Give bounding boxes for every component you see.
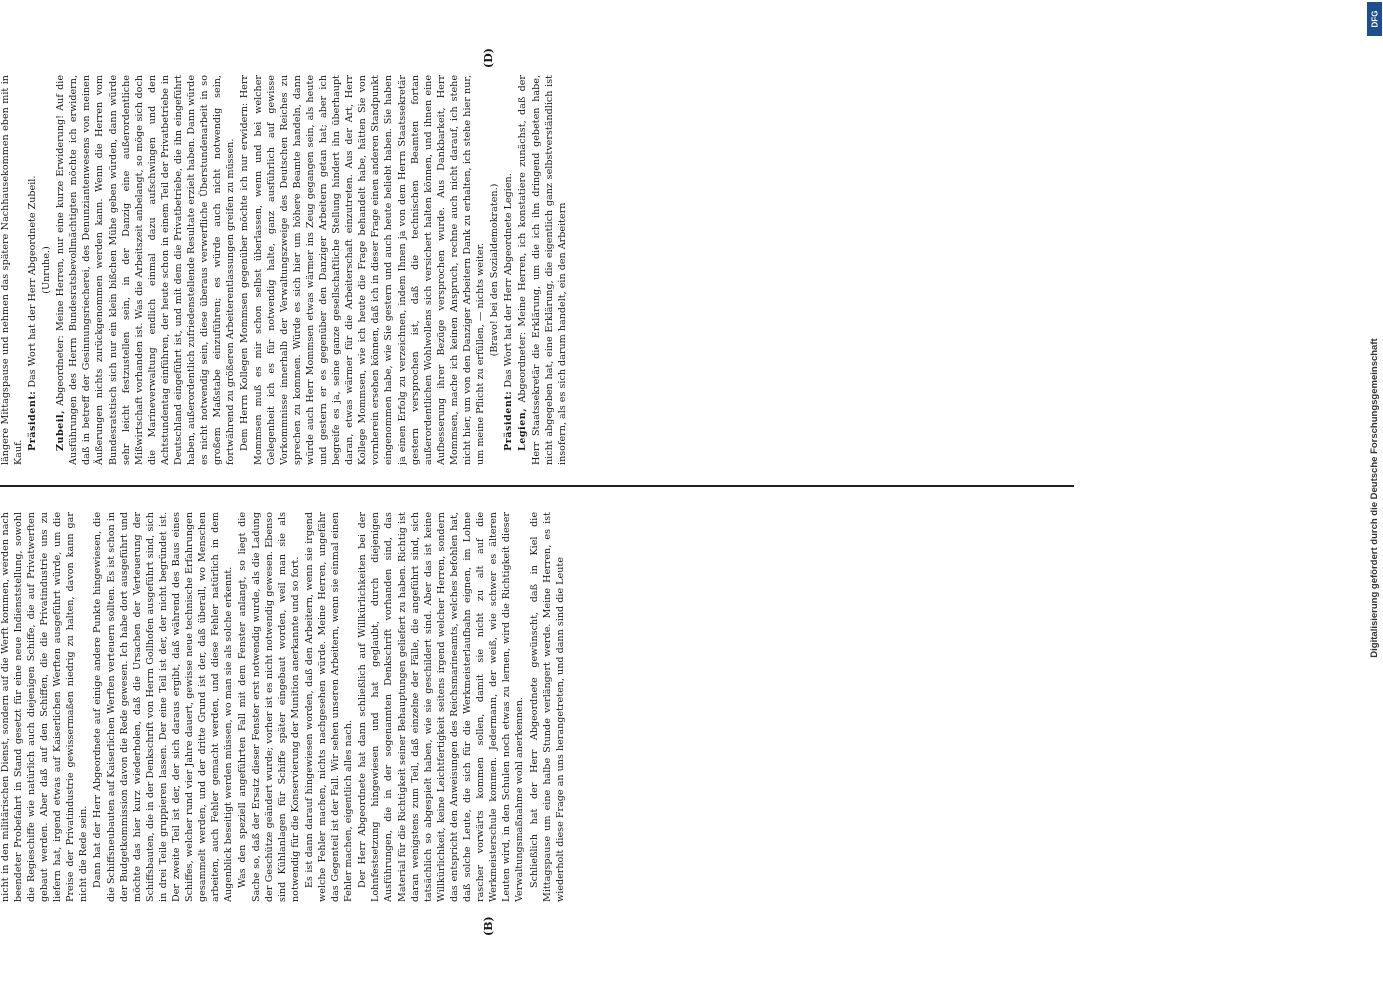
speech-paragraph — [54, 75, 237, 465]
paragraph: nicht in den militärischen Dienst, sondern auf die Werft kommen, werden nach beendeter Probefahrt in Stand gesetzt für eine neue Indienststellung, sowohl die Regieschiffe wie natürlich auch diejenigen Schiffe, die auf Privatwerften gebaut werden. Aber daß auf den Schiffen, die die Privatindustrie uns zu liefern hat, irgend etwas auf Kaiserlichen Werften ausgeführt würde, um die Preise der Privatindustrie gewissermaßen niedrig zu halten, davon kann gar nicht die Rede sein. — [0, 512, 90, 902]
speech-paragraph — [502, 75, 515, 465]
stage-direction: (Bravo! bei den Sozialdemokraten.) — [489, 183, 501, 357]
paragraph: Der Herr Abgeordnete hat dann schließlich auf Willkürlichkeiten bei der Lohnfestsetzung hingewiesen und hat geglaubt, durch diejenigen Ausführungen, die in der sogenannten Denkschrift vorhanden sind, das Material für die Richtigkeit seiner Behauptungen geliefert zu haben. Richtig ist daran wenigstens zum Teil, daß einzelne der Fälle, die angeführt sind, sich tatsächlich so abgespielt haben, wie sie geschildert sind. Aber das ist keine Willkürlichkeit, keine Leichtfertigkeit seitens irgend welcher Herren, sondern das entspricht den Anweisungen des Reichsmarineamts, welches befohlen hat, daß solche Leute, die sich für die Werkmeisterlaufbahn eignen, im Lohne rascher vorwärts kommen sollen, damit sie nicht zu alt auf die Werkmeisterschule kommen. Jedermann, der weiß, wie schwer es älteren Leuten wird, in den Schulen noch etwas zu lernen, wird die Richtigkeit dieser Verwaltungsmaßnahme wohl anerkennen. — [357, 512, 526, 902]
digitization-credit — [1368, 10, 1382, 985]
paragraph: Dem Herrn Kollegen Mommsen gegenüber möchte ich nur erwidern: Herr Mommsen muß es mir schon selbst überlassen, wenn und bei welcher Gelegenheit ich es für notwendig halte, ganz ausführlich auf gewisse Vorkommnisse innerhalb der Verwaltungszweige des Deutschen Reiches zu sprechen zu kommen. Würde es sich hier um höhere Beamte handeln, dann würde auch Herr Mommsen etwas wärmer ins Zeug gegangen sein, als heute und gestern er es gegenüber den Danziger Arbeitern getan hat; aber ich begreife es ja, seine ganze gesellschaftliche Stellung hindert ihn überhaupt daran, etwas wärmer für die Arbeiterschaft einzutreten. Aus der Art, Herr Kollege Mommsen, wie ich heute die Frage behandelt habe, hätten Sie von vornherein ersehen können, daß ich in dieser Frage einen anderen Standpunkt eingenommen habe, wie Sie gestern und auch heute beliebt haben. Sie haben ja einen Erfolg zu verzeichnen, indem Ihnen ja von dem Herrn Staatssekretär gestern versprochen ist, daß die technischen Beamten fortan außerordentlichen Wohlwollens sich versichert halten können, und ihnen eine Aufbesserung ihrer Bezüge versprochen wurde. Aus Dankbarkeit, Herr Mommsen, mache ich keinen Anspruch, rechne auch nicht darauf, ich stehe nicht hier, um von den Danziger Arbeitern Dank zu erhalten, ich stehe hier nur, um meine Pflicht zu erfüllen, — nichts weiter. — [239, 75, 487, 465]
speech-text: Das Wort hat der Herr Abgeordnete Legien. — [503, 173, 515, 388]
speaker-label: Zubeil, — [55, 410, 67, 451]
speech-text: Abgeordneter: Meine Herren, nur eine kurze Erwiderung! Auf die Ausführungen des Herrn Bundesratsbevollmächtigten möchte ich erwidern, daß in betreff der Gesinnungsriecherei, des Denunziantenwesens von meinen Äußerungen nichts zurückgenommen werden kann. Wenn die Herren vom Bundesratstisch sich nur ein klein bißchen Mühe geben würden, dann würde sehr leicht festzustellen sein, in der Danzig eine außerordentliche Mißwirtschaft vorhanden ist. Was die Arbeitszeit anbelangt, so möge sich doch die Marineverwaltung endlich einmal dazu aufschwingen und den Achtstundentag einführen, der heute schon in einem Teil der Privatbetriebe in Deutschland eingeführt ist, und mit dem die Privatbetriebe, die ihn eingeführt haben, außerordentlich zufriedenstellende Resultate erzielt haben. Dann würde es nicht notwendig sein, diese überaus verwerfliche Überstundenarbeit in so großem Maßstabe einzuführen; es würde auch nicht notwendig sein, fortwährend zu größeren Arbeiterentlassungen greifen zu müssen. — [55, 75, 237, 465]
right-text-column — [0, 75, 1079, 465]
margin-marker-b: (B) — [482, 916, 495, 936]
paragraph: längere Mittagspause und nehmen das spätere Nachhausekommen eben mit in Kauf. — [0, 75, 24, 465]
speech-paragraph — [516, 75, 568, 465]
document-page — [0, 50, 1142, 950]
dfg-logo: DFG — [1367, 2, 1382, 36]
speaker-label: Präsident: — [26, 390, 38, 451]
column-divider — [0, 486, 1074, 488]
paragraph: Es ist dann darauf hingewiesen worden, daß den Arbeitern, wenn sie irgend welche Fehler machen, nichts nachgesehen würde. Meine Herren, ungefähr das Gegenteil ist der Fall. Wir sehen unseren Arbeitern, wenn sie einmal einen Fehler machen, eigentlich alles nach. — [303, 512, 355, 902]
credit-text: Digitalisierung gefördert durch die Deutsche Forschungsgemeinschaft — [1369, 337, 1380, 658]
stage-direction: (Unruhe.) — [41, 246, 53, 294]
paragraph: Dann hat der Herr Abgeordnete auf einige andere Punkte hingewiesen, die die Schiffsneubauten auf Kaiserlichen Werften verteuern sollten. Es ist schon in der Budgetkommission davon die Rede gewesen. Ich habe dort ausgeführt und möchte das hier kurz wiederholen, daß die Ursachen der Verteuerung der Schiffsbauten, die in der Denkschrift von Herrn Gollhofen ausgeführt sind, sich in drei Teile gruppieren lassen. Der eine Teil ist der, der nicht begründet ist. Der zweite Teil ist der, der sich daraus ergibt, daß während des Baus eines Schiffes, welcher rund vier Jahre dauert, gewisse neue technische Erfahrungen gesammelt werden, und der dritte Grund ist der, daß überall, wo Menschen arbeiten, auch Fehler gemacht werden, und diese Fehler natürlich in dem Augenblick beseitigt werden müssen, wo man sie als solche erkennt. — [92, 512, 235, 902]
left-text-column — [0, 512, 1079, 902]
paragraph: Schließlich hat der Herr Abgeordnete gewünscht, daß in Kiel die Mittagspause um eine halbe Stunde verlängert werde. Meine Herren, es ist wiederholt diese Frage an uns herangetreten, und dann sind die Leute — [528, 512, 566, 902]
speech-paragraph — [26, 75, 39, 465]
speech-text: Abgeordneter: Meine Herren, ich konstatiere zunächst, daß der Herr Staatssekretär die Erklärung, um die ich ihn dringend gebeten habe, nicht abgegeben hat, eine Erklärung, die eigentlich ganz selbstverständlich ist insofern, als es sich darum handelt, ein den Arbeitern — [517, 75, 568, 465]
margin-marker-d: (D) — [482, 48, 495, 68]
speech-text: Das Wort hat der Herr Abgeordnete Zubeil. — [26, 175, 38, 388]
paragraph: Was den speziell angeführten Fall mit dem Fenster anlangt, so liegt die Sache so, daß der Ersatz dieser Fenster erst notwendig wurde, als die Ladung der Geschütze geändert wurde; vorher ist es nicht notwendig gewesen. Ebenso sind Kühlanlagen für Schiffe später eingebaut worden, weil man sie als notwendig für die Konservierung der Munition anerkannte und so fort. — [237, 512, 301, 902]
speaker-label: Legien, — [517, 407, 529, 451]
speaker-label: Präsident: — [503, 390, 515, 451]
